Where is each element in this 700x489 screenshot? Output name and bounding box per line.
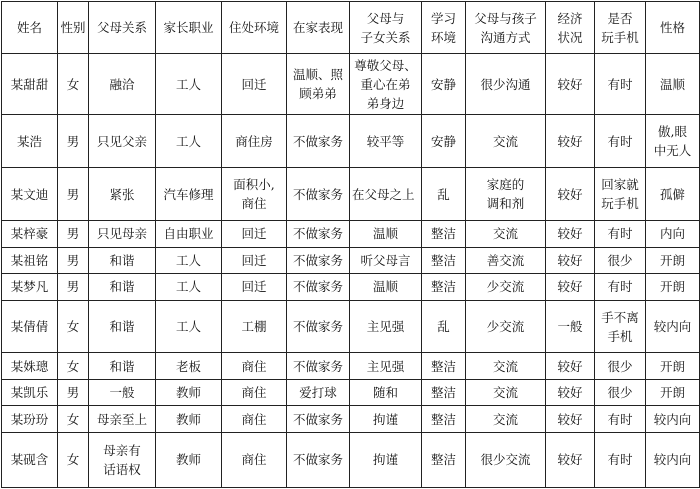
- table-cell: 随和: [350, 379, 422, 405]
- table-cell: 不做家务: [287, 168, 350, 221]
- table-cell: 较好: [546, 353, 595, 379]
- table-cell: 整洁: [422, 353, 466, 379]
- table-cell: 安静: [422, 115, 466, 168]
- table-row: [2, 406, 700, 432]
- table-cell: 交流: [466, 353, 546, 379]
- table-cell: 乱: [422, 168, 466, 221]
- table-cell: 某梦凡: [2, 274, 58, 300]
- table-cell: 有时: [595, 221, 646, 247]
- table-cell: 和谐: [89, 247, 156, 273]
- column-header: 父母与孩子 沟通方式: [466, 2, 546, 54]
- table-row: [2, 115, 700, 168]
- table-cell: 某梓豪: [2, 221, 58, 247]
- table-cell: 商住房: [222, 115, 287, 168]
- table-cell: 尊敬父母、 重心在弟 弟身边: [350, 54, 422, 115]
- table-cell: 内向: [646, 221, 700, 247]
- table-cell: 有时: [595, 54, 646, 115]
- table-row: [2, 54, 700, 115]
- table-cell: 自由职业: [156, 221, 222, 247]
- table-cell: 交流: [466, 221, 546, 247]
- table-cell: 家庭的 调和剂: [466, 168, 546, 221]
- table-cell: 商住: [222, 379, 287, 405]
- table-cell: 教师: [156, 406, 222, 432]
- column-header: 学习 环境: [422, 2, 466, 54]
- table-cell: 和谐: [89, 274, 156, 300]
- table-cell: 较好: [546, 379, 595, 405]
- table-cell: 某甜甜: [2, 54, 58, 115]
- table-row: [2, 353, 700, 379]
- table-cell: 开朗: [646, 247, 700, 273]
- student-family-survey-table: [1, 1, 700, 488]
- table-cell: 和谐: [89, 353, 156, 379]
- table-cell: 在父母之上: [350, 168, 422, 221]
- table-cell: 较内向: [646, 432, 700, 487]
- table-cell: 回迁: [222, 221, 287, 247]
- table-row: [2, 432, 700, 487]
- table-cell: 较内向: [646, 406, 700, 432]
- table-cell: 傲,眼 中无人: [646, 115, 700, 168]
- table-cell: 不做家务: [287, 353, 350, 379]
- table-cell: 很少: [595, 379, 646, 405]
- table-body: [2, 54, 700, 488]
- column-header: 父母与 子女关系: [350, 2, 422, 54]
- table-cell: 有时: [595, 406, 646, 432]
- column-header: 性格: [646, 2, 700, 54]
- table-cell: 少交流: [466, 274, 546, 300]
- table-cell: 母亲至上: [89, 406, 156, 432]
- table-cell: 整洁: [422, 432, 466, 487]
- table-cell: 男: [58, 221, 89, 247]
- table-cell: 回迁: [222, 274, 287, 300]
- table-cell: 较内向: [646, 300, 700, 353]
- table-cell: 较好: [546, 54, 595, 115]
- table-cell: 一般: [89, 379, 156, 405]
- table-cell: 不做家务: [287, 432, 350, 487]
- table-row: [2, 168, 700, 221]
- table-cell: 拘谨: [350, 406, 422, 432]
- table-cell: 温顺: [646, 54, 700, 115]
- table-cell: 不做家务: [287, 274, 350, 300]
- table-cell: 某凯乐: [2, 379, 58, 405]
- table-cell: 工人: [156, 300, 222, 353]
- table-cell: 很少: [595, 353, 646, 379]
- table-cell: 回迁: [222, 54, 287, 115]
- table-cell: 教师: [156, 432, 222, 487]
- table-cell: 开朗: [646, 353, 700, 379]
- column-header: 是否 玩手机: [595, 2, 646, 54]
- table-cell: 女: [58, 432, 89, 487]
- table-cell: 整洁: [422, 274, 466, 300]
- table-row: [2, 221, 700, 247]
- table-cell: 只见父亲: [89, 115, 156, 168]
- table-cell: 很少: [595, 247, 646, 273]
- table-cell: 不做家务: [287, 221, 350, 247]
- table-cell: 较好: [546, 115, 595, 168]
- table-cell: 女: [58, 353, 89, 379]
- table-cell: 女: [58, 406, 89, 432]
- table-cell: 较好: [546, 221, 595, 247]
- table-cell: 整洁: [422, 247, 466, 273]
- table-cell: 主见强: [350, 353, 422, 379]
- table-cell: 有时: [595, 274, 646, 300]
- table-cell: 较好: [546, 274, 595, 300]
- table-cell: 不做家务: [287, 247, 350, 273]
- table-cell: 某玢玢: [2, 406, 58, 432]
- column-header: 父母关系: [89, 2, 156, 54]
- table-cell: 温顺: [350, 274, 422, 300]
- table-cell: 男: [58, 247, 89, 273]
- table-cell: 孤僻: [646, 168, 700, 221]
- table-cell: 男: [58, 274, 89, 300]
- table-cell: 交流: [466, 115, 546, 168]
- column-header: 在家表现: [287, 2, 350, 54]
- table-cell: 工人: [156, 274, 222, 300]
- table-cell: 某浩: [2, 115, 58, 168]
- table-cell: 男: [58, 168, 89, 221]
- column-header: 姓名: [2, 2, 58, 54]
- table-cell: 商住: [222, 406, 287, 432]
- table-cell: 拘谨: [350, 432, 422, 487]
- table-cell: 较好: [546, 168, 595, 221]
- table-cell: 回迁: [222, 247, 287, 273]
- table-row: [2, 247, 700, 273]
- table-cell: 较好: [546, 247, 595, 273]
- table-cell: 乱: [422, 300, 466, 353]
- table-cell: 融洽: [89, 54, 156, 115]
- table-cell: 不做家务: [287, 115, 350, 168]
- table-cell: 男: [58, 115, 89, 168]
- table-cell: 有时: [595, 115, 646, 168]
- column-header: 住处环境: [222, 2, 287, 54]
- table-cell: 母亲有 话语权: [89, 432, 156, 487]
- table-cell: 较好: [546, 406, 595, 432]
- table-cell: 某姝璁: [2, 353, 58, 379]
- table-cell: 不做家务: [287, 406, 350, 432]
- table-cell: 温顺: [350, 221, 422, 247]
- table-cell: 很少沟通: [466, 54, 546, 115]
- table-row: [2, 300, 700, 353]
- table-cell: 汽车修理: [156, 168, 222, 221]
- table-cell: 只见母亲: [89, 221, 156, 247]
- table-cell: 整洁: [422, 379, 466, 405]
- table-cell: 开朗: [646, 379, 700, 405]
- table-cell: 工棚: [222, 300, 287, 353]
- table-cell: 整洁: [422, 221, 466, 247]
- table-cell: 较好: [546, 432, 595, 487]
- table-cell: 工人: [156, 115, 222, 168]
- table-cell: 有时: [595, 432, 646, 487]
- table-cell: 温顺、照 顾弟弟: [287, 54, 350, 115]
- table-cell: 交流: [466, 379, 546, 405]
- table-cell: 某砚含: [2, 432, 58, 487]
- table-cell: 少交流: [466, 300, 546, 353]
- table-cell: 某祖铭: [2, 247, 58, 273]
- table-cell: 紧张: [89, 168, 156, 221]
- table-cell: 交流: [466, 406, 546, 432]
- table-row: [2, 379, 700, 405]
- table-cell: 工人: [156, 54, 222, 115]
- table-cell: 较平等: [350, 115, 422, 168]
- table-cell: 整洁: [422, 406, 466, 432]
- table-cell: 爱打球: [287, 379, 350, 405]
- table-cell: 面积小, 商住: [222, 168, 287, 221]
- column-header: 性别: [58, 2, 89, 54]
- column-header: 经济 状况: [546, 2, 595, 54]
- table-cell: 和谐: [89, 300, 156, 353]
- table-cell: 开朗: [646, 274, 700, 300]
- table-cell: 手不离 手机: [595, 300, 646, 353]
- table-cell: 某倩倩: [2, 300, 58, 353]
- header-row: [2, 2, 700, 54]
- table-cell: 工人: [156, 247, 222, 273]
- table-cell: 女: [58, 54, 89, 115]
- table-cell: 某文迪: [2, 168, 58, 221]
- column-header: 家长职业: [156, 2, 222, 54]
- table-row: [2, 274, 700, 300]
- table-cell: 主见强: [350, 300, 422, 353]
- table-cell: 安静: [422, 54, 466, 115]
- table-cell: 商住: [222, 432, 287, 487]
- table-cell: 商住: [222, 353, 287, 379]
- table-cell: 老板: [156, 353, 222, 379]
- table-cell: 听父母言: [350, 247, 422, 273]
- table-cell: 回家就 玩手机: [595, 168, 646, 221]
- table-cell: 善交流: [466, 247, 546, 273]
- table-cell: 很少交流: [466, 432, 546, 487]
- table-cell: 男: [58, 379, 89, 405]
- table-cell: 一般: [546, 300, 595, 353]
- table-cell: 不做家务: [287, 300, 350, 353]
- table-cell: 女: [58, 300, 89, 353]
- table-cell: 教师: [156, 379, 222, 405]
